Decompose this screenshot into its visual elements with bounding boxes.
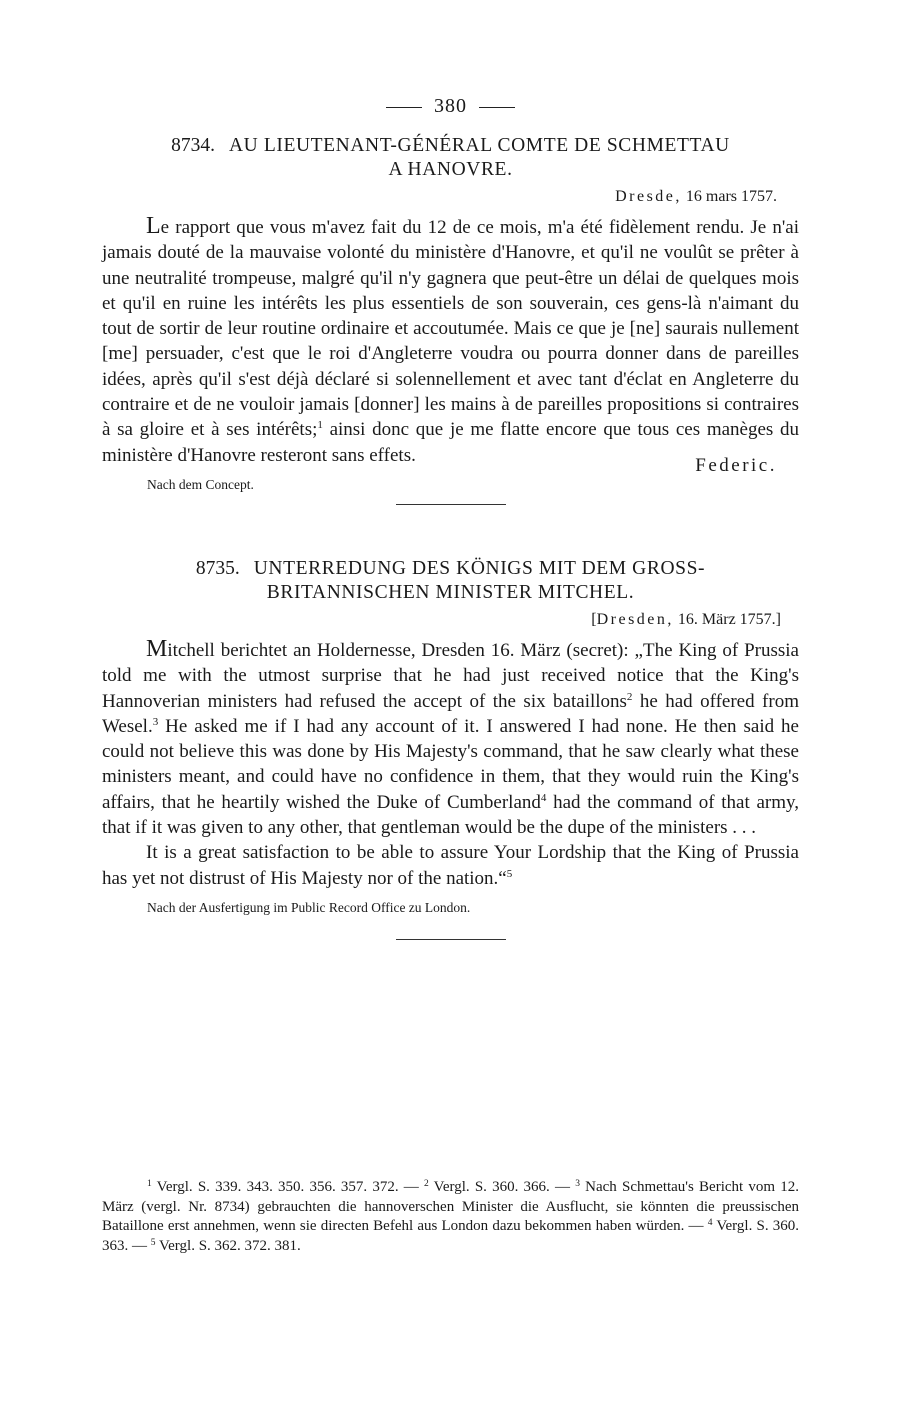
drop-cap: L <box>146 213 161 239</box>
footnote-2: Vergl. S. 360. 366. — <box>428 1179 576 1195</box>
date-place: Dresde, <box>615 188 682 205</box>
section-divider <box>396 504 506 505</box>
date-place: Dresden, <box>596 610 674 628</box>
footnote-ref: 2 <box>626 690 633 703</box>
report-paragraph-2 <box>102 840 799 891</box>
footnote-marker: 1 <box>147 1179 152 1189</box>
dateline <box>102 609 799 631</box>
source-note: Nach der Ausfertigung im Public Record Office zu London. <box>147 899 471 915</box>
footnote-ref: 3 <box>152 715 159 728</box>
section-8735 <box>102 557 799 940</box>
document-number: 8735. <box>195 557 240 579</box>
footnote-marker: 5 <box>150 1237 156 1248</box>
footnote-marker: 4 <box>707 1218 713 1229</box>
signature: Federic. <box>695 454 777 476</box>
report-paragraph-1 <box>102 637 799 840</box>
section-8734 <box>102 134 799 505</box>
report-text: had the command of that army, that if it was given to any other, that gentleman would be the dupe of the ministers . . . <box>102 791 799 839</box>
footnote-ref: 5 <box>506 867 513 880</box>
drop-cap: M <box>146 635 168 662</box>
header-dash-right <box>479 107 515 108</box>
bracket: [ <box>591 610 597 628</box>
footnotes <box>102 1178 799 1256</box>
footnote-marker: 2 <box>423 1179 429 1189</box>
dateline <box>102 186 799 208</box>
page-content <box>102 92 799 940</box>
date: 16 mars 1757. <box>685 188 777 205</box>
section-divider <box>396 939 506 940</box>
report-text: itchell berichtet an Holdernesse, Dresden 16. März (secret): „The King of Prussia told me with the utmost surprise that he had just received notice that the King's Hannoverian ministers had refused the accept of the six bataillons <box>102 639 799 712</box>
title-line-2: A HANOVRE. <box>388 159 513 180</box>
date: 16. März 1757.] <box>677 610 781 628</box>
title-line-1: UNTERREDUNG DES KÖNIGS MIT DEM GROSS- <box>253 557 706 579</box>
footnote-ref: 4 <box>540 791 547 804</box>
page-number: 380 <box>434 95 467 117</box>
footnote-4: Vergl. S. 360. 363. — <box>102 1218 800 1254</box>
footnote-text <box>102 1178 799 1256</box>
letter-text: e rapport que vous m'avez fait du 12 de ce mois, m'a été fidèlement rendu. Je n'ai jamais douté de la mauvaise volonté du ministère d'Hanovre, et qu'il ne voulût se prêter à une neutralité trompeuse, malgré qu'il n'y gagnera que peut-être un délai de quelques mois et qu'il en ruine les intérêts les plus essentiels de son souverain, ces gens-là n'aimant du tout de sortir de leur routine ordinaire et accoutumée. Mais ce que je [ne] saurais nullement [me] persuader, c'est que le roi d'Angleterre voudra ou pourra donner dans de pareilles idées, après qu'il s'est déjà déclaré si solennellement et avec tant d'éclat en Angleterre du contraire et de ne vouloir jamais [donner] les mains à de pareilles propositions si contraires à sa gloire et à ses intérêts; <box>102 217 799 441</box>
footnote-5: Vergl. S. 362. 372. 381. <box>155 1237 301 1254</box>
title-line-2: BRITANNISCHEN MINISTER MITCHEL. <box>266 581 635 603</box>
letter-text-end: ainsi donc que je me flatte encore que tous ces manèges du ministère d'Hanovre resteront sans effets. <box>102 419 799 466</box>
section-title <box>102 557 799 605</box>
report-text: It is a great satisfaction to be able to assure Your Lordship that the King of Prussia has yet not distrust of His Majesty nor of the nation.“ <box>102 842 799 889</box>
footnote-marker: 3 <box>575 1179 580 1189</box>
title-line-1: AU LIEUTENANT-GÉNÉRAL COMTE DE SCHMETTAU <box>229 135 730 156</box>
report-text: He asked me if I had any account of it. I answered I had none. He then said he could not believe this was done by His Majesty's command, that he saw clearly what these ministers meant, and could have no confidence in them, that they would ruin the King's affairs, that he heartily wished the Duke of Cumberland <box>102 715 799 813</box>
source-note: Nach dem Concept. <box>147 476 254 492</box>
document-number: 8734. <box>171 135 215 156</box>
footnote-3: Nach Schmettau's Bericht vom 12. März (vergl. Nr. 8734) gebrauchten die hannoverschen Minister die Ausflucht, sie könnten die preussischen Bataillone erst annehmen, wenn sie directen Befehl aus London dazu bekommen haben würden. — <box>102 1179 799 1235</box>
report-text: he had offered from Wesel. <box>102 690 799 737</box>
header-dash-left <box>386 107 422 108</box>
letter-body <box>102 214 799 468</box>
footnote-ref: 1 <box>317 419 323 432</box>
page-header <box>102 92 799 120</box>
section-title <box>102 134 799 182</box>
footnote-1: Vergl. S. 339. 343. 350. 356. 357. 372. — <box>151 1179 424 1195</box>
